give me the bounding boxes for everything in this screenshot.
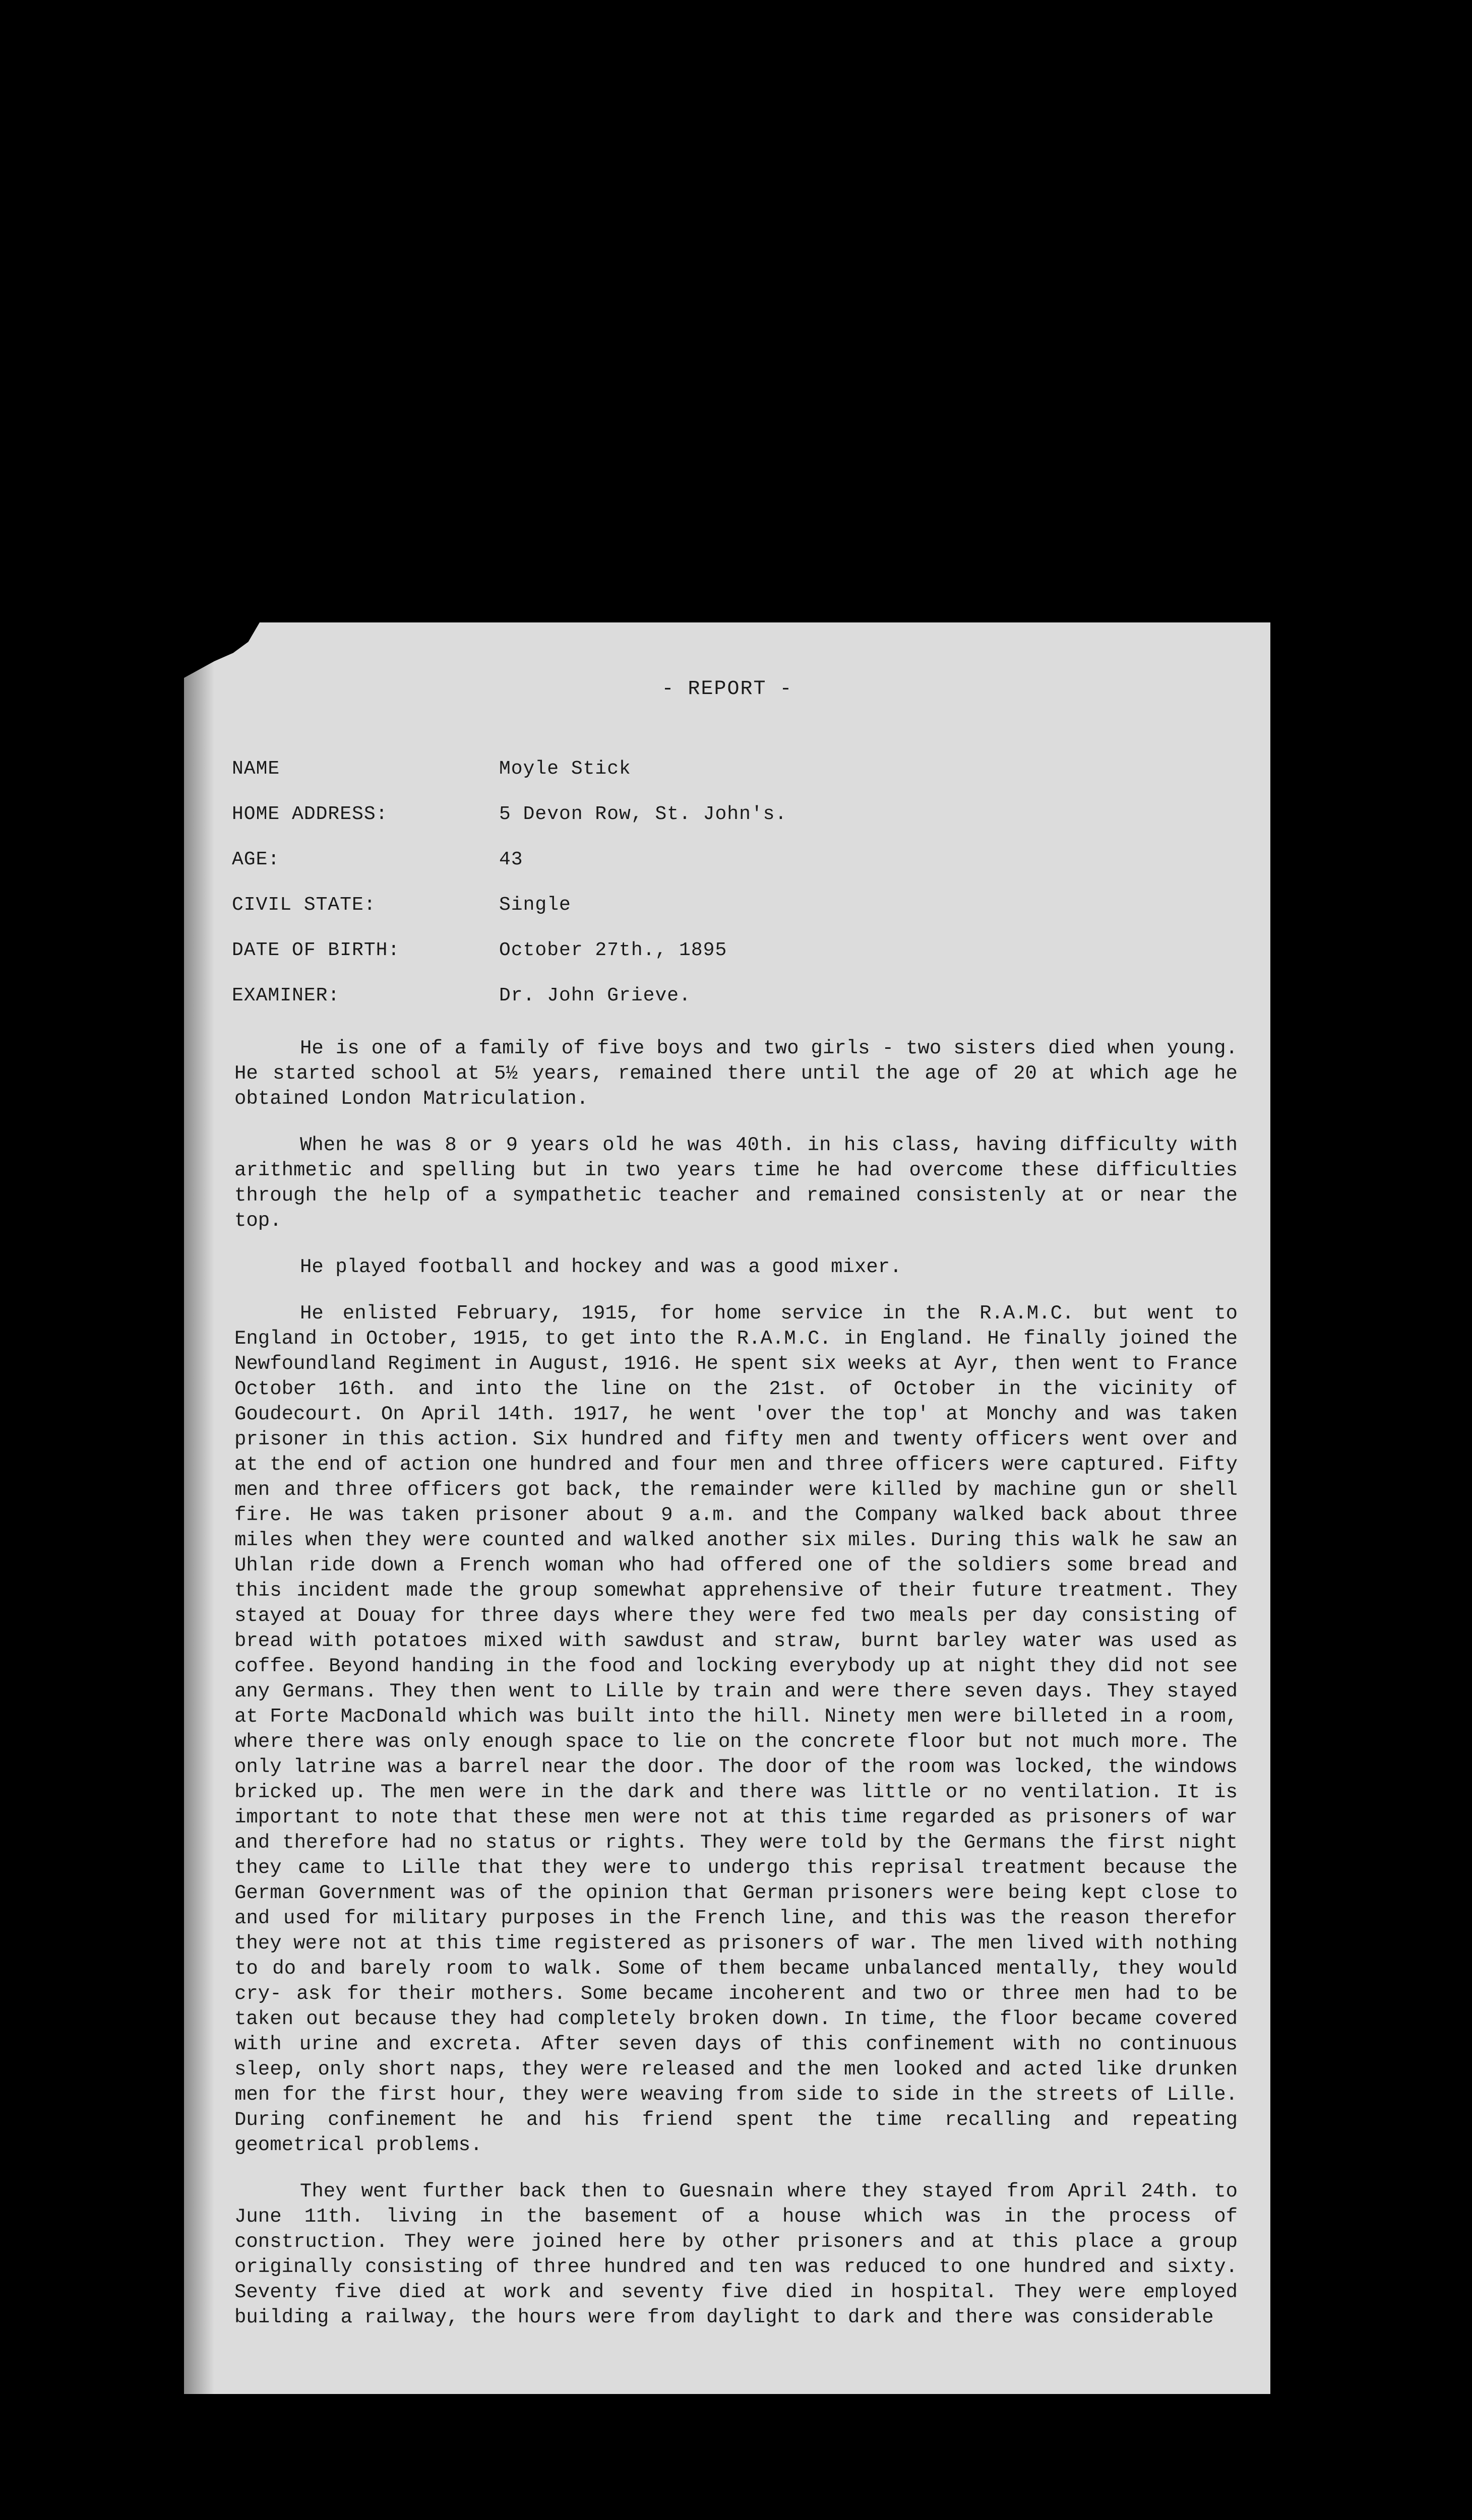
field-home-address (232, 791, 787, 837)
field-examiner (232, 973, 787, 1018)
paragraph-guesnain: They went further back then to Guesnain where they stayed from April 24th. to June 11th. living in the basement of a house which was in the process of construction. They were joined here by other prisoners and at this place a group originally consisting of three hundred and ten was reduced to one hundred and sixty. Seventy five died at work and seventy five died in hospital. They were employed building a railway, the hours were from daylight to dark and there was considerable (234, 2180, 1238, 2328)
paragraph-family: He is one of a family of five boys and two girls - two sisters died when young. He started school at 5½ years, remained there until the age of 20 at which age he obtained London Matriculation. (234, 1037, 1238, 1110)
field-value: Single (499, 894, 571, 916)
report-body (234, 1036, 1238, 2330)
field-label: HOME ADDRESS: (232, 803, 388, 825)
report-title: - REPORT - (661, 678, 793, 701)
paper-shadow-edge (184, 622, 214, 2394)
paragraph-schooling: When he was 8 or 9 years old he was 40th. in his class, having difficulty with arithmetic and spelling but in two years time he had overcome these difficulties through the help of a sympathetic teacher and remained consistenly at or near the top. (234, 1134, 1238, 1232)
field-age (232, 837, 787, 882)
paragraph-war-service: He enlisted February, 1915, for home service in the R.A.M.C. but went to England in October, 1915, to get into the R.A.M.C. in England. He finally joined the Newfoundland Regiment in August, 1916. He spent six weeks at Ayr, then went to France October 16th. and into the line on the 21st. of October in the vicinity of Goudecourt. On April 14th. 1917, he went 'over the top' at Monchy and was taken prisoner in this action. Six hundred and fifty men and twenty officers went over and at the end of action one hundred and four men and three officers were captured. Fifty men and three officers got back, the remainder were killed by machine gun or shell fire. He was taken prisoner about 9 a.m. and the Company walked back about three miles when they were counted and walked another six miles. During this walk he saw an Uhlan ride down a French woman who had offered one of the soldiers some bread and this incident made the group somewhat apprehensive of their future treatment. They stayed at Douay for three days where they were fed two meals per day consisting of bread with potatoes mixed with sawdust and straw, burnt barley water was used as coffee. Beyond handing in the food and locking everybody up at night they did not see any Germans. They then went to Lille by train and were there seven days. They stayed at Forte MacDonald which was built into the hill. Ninety men were billeted in a room, where there was only enough space to lie on the concrete floor but not much more. The only latrine was a barrel near the door. The door of the room was locked, the windows bricked up. The men were in the dark and there was little or no ventilation. It is important to note that these men were not at this time regarded as prisoners of war and therefore had no status or rights. They were told by the Germans the first night they came to Lille that they were to undergo this reprisal treatment because the German Government was of the opinion that German prisoners were being kept close to and used for military purposes in the French line, and this was the reason therefor they were not at this time registered as prisoners of war. The men lived with nothing to do and barely room to walk. Some of them became unbalanced mentally, they would cry- ask for their mothers. Some became incoherent and two or three men had to be taken out because they had completely broken down. In time, the floor became covered with urine and excreta. After seven days of this confinement with no continuous sleep, only short naps, they were released and the men looked and acted like drunken men for the first hour, they were weaving from side to side in the streets of Lille. During confinement he and his friend spent the time recalling and repeating geometrical problems. (234, 1302, 1238, 2156)
paragraph-sports: He played football and hockey and was a good mixer. (300, 1256, 902, 1278)
field-civil-state (232, 882, 787, 927)
field-label: NAME (232, 758, 280, 780)
field-name (232, 746, 787, 791)
torn-corner (184, 622, 260, 678)
field-value: 5 Devon Row, St. John's. (499, 803, 787, 825)
field-label: EXAMINER: (232, 984, 340, 1006)
field-label: DATE OF BIRTH: (232, 939, 400, 961)
field-label: AGE: (232, 848, 280, 870)
field-value: 43 (499, 848, 523, 870)
personal-details (232, 746, 787, 1018)
field-value: Dr. John Grieve. (499, 984, 691, 1006)
report-page (184, 622, 1270, 2394)
field-label: CIVIL STATE: (232, 894, 376, 916)
field-date-of-birth (232, 927, 787, 973)
field-value: October 27th., 1895 (499, 939, 727, 961)
field-value: Moyle Stick (499, 758, 631, 780)
